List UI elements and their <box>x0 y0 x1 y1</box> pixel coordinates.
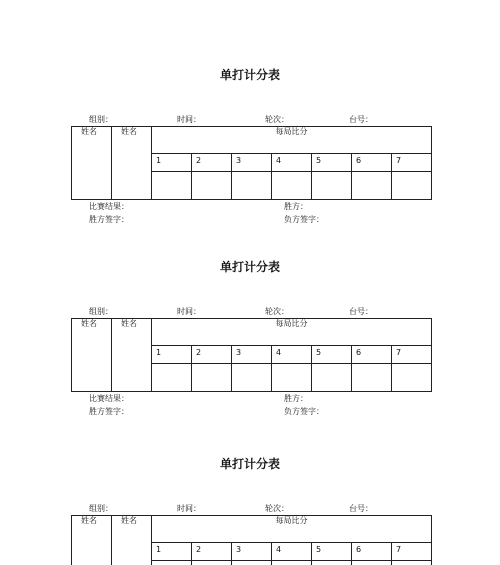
game-scores-header: 每局比分 <box>152 127 432 154</box>
time-label: 时间： <box>177 115 201 124</box>
round-label: 轮次： <box>265 307 289 316</box>
player1-name-header: 姓名 <box>72 319 112 392</box>
game-number-1: 1 <box>152 543 192 561</box>
loser-signature-label: 负方签字： <box>284 215 324 224</box>
score-sheet-1 <box>0 68 500 264</box>
score-table <box>71 126 432 200</box>
game-number-5: 5 <box>312 154 352 172</box>
game-number-2: 2 <box>192 346 232 364</box>
game-number-1: 1 <box>152 346 192 364</box>
match-result-label: 比赛结果： <box>89 202 129 211</box>
game-number-7: 7 <box>392 346 432 364</box>
winner-signature-label: 胜方签字： <box>89 215 129 224</box>
table-number-label: 台号： <box>349 307 373 316</box>
sheet-title: 单打计分表 <box>219 457 280 471</box>
game-number-6: 6 <box>352 346 392 364</box>
game-number-4: 4 <box>272 543 312 561</box>
group-label: 组别： <box>89 115 113 124</box>
time-label: 时间： <box>177 504 201 513</box>
player1-name-header: 姓名 <box>72 127 112 200</box>
score-cell <box>312 561 352 565</box>
sheet-title: 单打计分表 <box>219 260 280 274</box>
score-cell <box>192 561 232 565</box>
game-number-5: 5 <box>312 543 352 561</box>
round-label: 轮次： <box>265 115 289 124</box>
game-number-3: 3 <box>232 543 272 561</box>
score-cell <box>352 364 392 392</box>
game-number-6: 6 <box>352 154 392 172</box>
game-number-4: 4 <box>272 154 312 172</box>
player1-name-header: 姓名 <box>72 516 112 565</box>
score-cell <box>392 364 432 392</box>
player2-name-header: 姓名 <box>112 127 152 200</box>
score-cell <box>272 364 312 392</box>
game-number-3: 3 <box>232 346 272 364</box>
score-cell <box>152 364 192 392</box>
score-cell <box>392 172 432 200</box>
game-number-7: 7 <box>392 154 432 172</box>
winner-label: 胜方： <box>284 394 308 403</box>
table-number-label: 台号： <box>349 115 373 124</box>
winner-signature-label: 胜方签字： <box>89 407 129 416</box>
game-number-3: 3 <box>232 154 272 172</box>
game-number-7: 7 <box>392 543 432 561</box>
score-cell <box>192 172 232 200</box>
score-cell <box>272 561 312 565</box>
score-table <box>71 515 432 565</box>
score-sheet-2 <box>0 260 500 456</box>
game-number-2: 2 <box>192 543 232 561</box>
table-number-label: 台号： <box>349 504 373 513</box>
game-number-5: 5 <box>312 346 352 364</box>
score-cell <box>232 172 272 200</box>
score-cell <box>312 364 352 392</box>
winner-label: 胜方： <box>284 202 308 211</box>
score-cell <box>392 561 432 565</box>
score-cell <box>312 172 352 200</box>
loser-signature-label: 负方签字： <box>284 407 324 416</box>
group-label: 组别： <box>89 307 113 316</box>
player2-name-header: 姓名 <box>112 516 152 565</box>
round-label: 轮次： <box>265 504 289 513</box>
score-cell <box>232 561 272 565</box>
group-label: 组别： <box>89 504 113 513</box>
player2-name-header: 姓名 <box>112 319 152 392</box>
score-table <box>71 318 432 392</box>
game-number-6: 6 <box>352 543 392 561</box>
game-scores-header: 每局比分 <box>152 319 432 346</box>
score-cell <box>232 364 272 392</box>
score-cell <box>352 561 392 565</box>
score-cell <box>352 172 392 200</box>
score-cell <box>152 172 192 200</box>
score-cell <box>152 561 192 565</box>
score-sheet-3 <box>0 457 500 565</box>
game-number-1: 1 <box>152 154 192 172</box>
time-label: 时间： <box>177 307 201 316</box>
sheet-title: 单打计分表 <box>219 68 280 82</box>
game-scores-header: 每局比分 <box>152 516 432 543</box>
score-cell <box>272 172 312 200</box>
match-result-label: 比赛结果： <box>89 394 129 403</box>
game-number-4: 4 <box>272 346 312 364</box>
game-number-2: 2 <box>192 154 232 172</box>
score-cell <box>192 364 232 392</box>
